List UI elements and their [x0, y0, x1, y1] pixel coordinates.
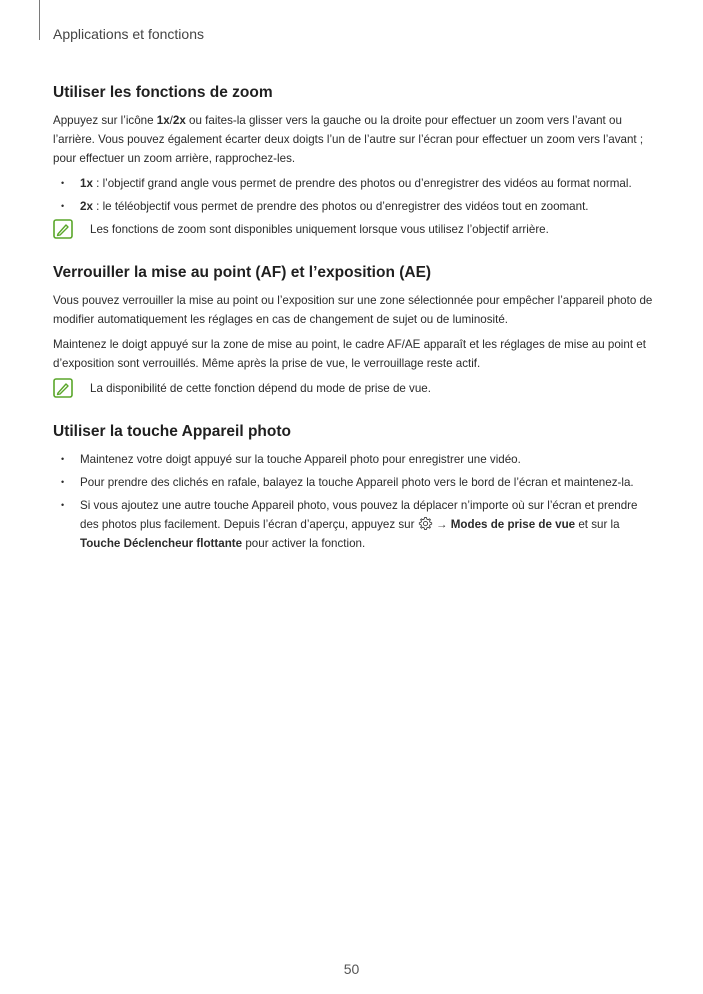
text: : le téléobjectif vous permet de prendre des photos ou d’enregistrer des vidéos tout en zoomant.: [92, 200, 589, 213]
text: pour activer la fonction.: [242, 537, 366, 550]
text: Maintenez votre doigt appuyé sur la touche Appareil photo pour enregistrer une vidéo.: [80, 453, 521, 466]
page-number: 50: [343, 961, 360, 977]
bullet: •: [61, 477, 65, 487]
bold-text: Modes de prise de vue: [450, 518, 576, 531]
bullet: •: [61, 201, 65, 211]
text: : l’objectif grand angle vous permet de prendre des photos ou d’enregistrer des vidéos au format normal.: [92, 177, 632, 190]
header-rule: [39, 0, 40, 40]
camera-key-list: [53, 450, 653, 553]
bold-text: 2x: [80, 200, 93, 213]
section-title: Utiliser les fonctions de zoom: [53, 84, 273, 101]
zoom-list: [53, 174, 653, 216]
list-item: [53, 496, 653, 553]
note-text: La disponibilité de cette fonction dépend du mode de prise de vue.: [90, 382, 431, 395]
bullet: •: [61, 500, 65, 510]
note: [53, 220, 653, 242]
text: /: [169, 114, 173, 127]
text: Pour prendre des clichés en rafale, balayez la touche Appareil photo vers le bord de l’écran et maintenez-la.: [80, 476, 634, 489]
note-text: Les fonctions de zoom sont disponibles uniquement lorsque vous utilisez l’objectif arrière.: [90, 223, 549, 236]
paragraph: Vous pouvez verrouiller la mise au point ou l’exposition sur une zone sélectionnée pour empêcher l’appareil photo de modifier automatiquement les réglages en cas de changement de sujet ou de luminosité.: [53, 294, 653, 326]
page-content: [53, 84, 653, 575]
section-title: Verrouiller la mise au point (AF) et l’exposition (AE): [53, 264, 432, 281]
zoom-intro: [53, 111, 653, 168]
text: Si vous ajoutez une autre touche Appareil photo, vous pouvez la déplacer n’importe où sur l’écran et prendre des photos plus facilement. Depuis l’écran d’aperçu, appuyez sur: [80, 499, 638, 531]
bullet: •: [61, 178, 65, 188]
list-item: [53, 450, 653, 469]
text: et sur la: [575, 518, 620, 531]
text: →: [432, 518, 451, 531]
note-icon: [53, 219, 73, 239]
list-item: [53, 473, 653, 492]
section-zoom: [53, 84, 653, 242]
section-camera-key: [53, 423, 653, 553]
section-af-ae: [53, 264, 653, 401]
bullet: •: [61, 454, 65, 464]
note: [53, 379, 653, 401]
bold-text: 1x: [80, 177, 93, 190]
paragraph: Maintenez le doigt appuyé sur la zone de mise au point, le cadre AF/AE apparaît et les réglages de mise au point et d’exposition sont verrouillés. Même après la prise de vue, le verrouillage reste actif.: [53, 338, 646, 370]
bold-text: 2x: [172, 114, 186, 127]
bold-text: 1x: [156, 114, 170, 127]
note-icon: [53, 378, 73, 398]
bold-text: Touche Déclencheur flottante: [80, 537, 243, 550]
text: Appuyez sur l’icône: [53, 114, 157, 127]
text: ou faites-la glisser vers la gauche ou la droite pour effectuer un zoom vers l’avant ou l’arrière. Vous pouvez également écarter deux doigts l’un de l’autre sur l’écran pour effectuer un zoom vers l’avant ; pour effectuer un zoom arrière, rapprochez-les.: [53, 114, 644, 165]
list-item: [53, 174, 653, 193]
section-title: Utiliser la touche Appareil photo: [53, 423, 291, 440]
gear-icon: [418, 516, 433, 531]
list-item: [53, 197, 653, 216]
page-header: Applications et fonctions: [53, 26, 204, 42]
